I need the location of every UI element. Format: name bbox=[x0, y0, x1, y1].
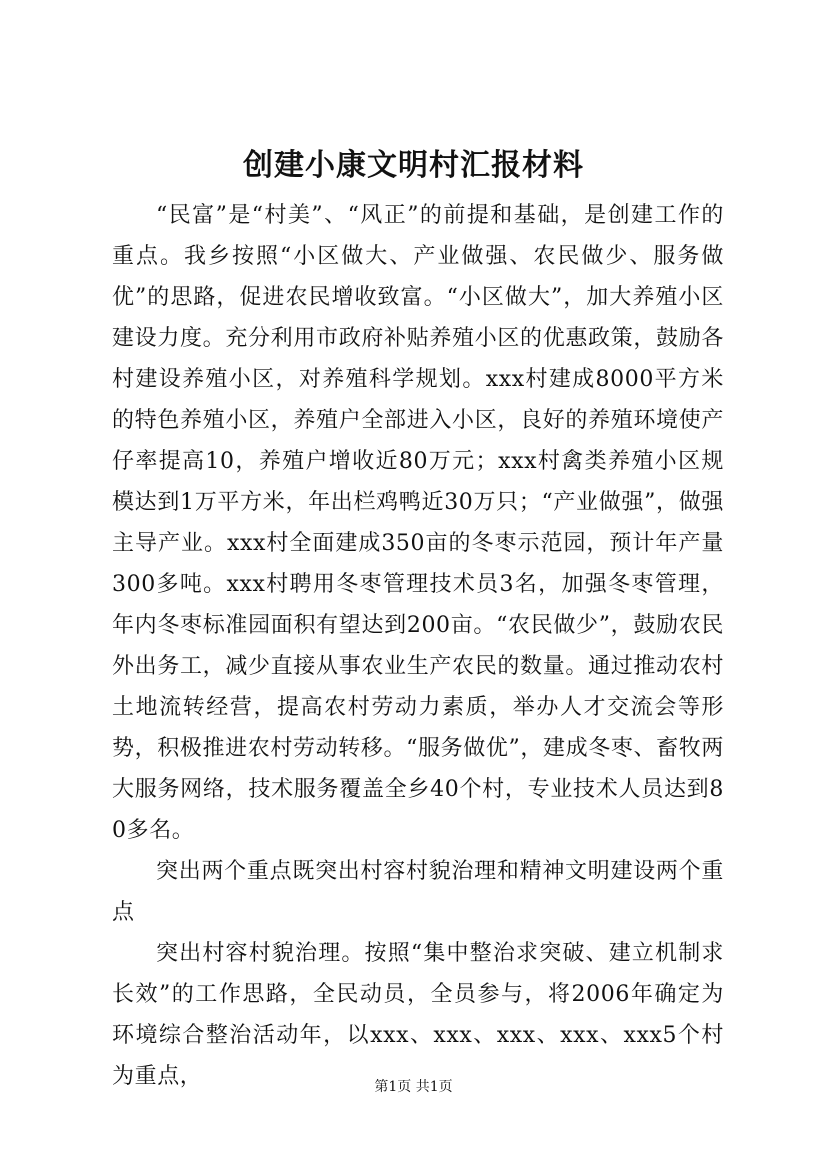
document-title: 创建小康文明村汇报材料 bbox=[243, 148, 584, 183]
document-body bbox=[112, 195, 724, 1097]
page-footer: 第1页 共1页 bbox=[374, 1079, 453, 1095]
paragraph-3: 突出村容村貌治理。按照“集中整治求突破、建立机制求长效”的工作思路，全民动员，全员参与，将2006年确定为环境综合整治活动年，以xxx、xxx、xxx、xxx、xxx5个村为重点， bbox=[112, 941, 724, 1089]
paragraph-1: “民富”是“村美”、“风正”的前提和基础，是创建工作的重点。我乡按照“小区做大、产业做强、农民做少、服务做优”的思路，促进农民增收致富。“小区做大”，加大养殖小区建设力度。充分利用市政府补贴养殖小区的优惠政策，鼓励各村建设养殖小区，对养殖科学规划。xxx村建成8000平方米的特色养殖小区，养殖户全部进入小区，良好的养殖环境使产仔率提高10，养殖户增收近80万元；xxx村禽类养殖小区规模达到1万平方米，年出栏鸡鸭近30万只；“产业做强”，做强主导产业。xxx村全面建成350亩的冬枣示范园，预计年产量300多吨。xxx村聘用冬枣管理技术员3名，加强冬枣管理，年内冬枣标准园面积有望达到200亩。“农民做少”，鼓励农民外出务工，减少直接从事农业生产农民的数量。通过推动农村土地流转经营，提高农村劳动力素质，举办人才交流会等形势，积极推进农村劳动转移。“服务做优”，建成冬枣、畜牧两大服务网络，技术服务覆盖全乡40个村，专业技术人员达到80多名。 bbox=[112, 203, 724, 843]
paragraph-2: 突出两个重点既突出村容村貌治理和精神文明建设两个重点 bbox=[112, 859, 724, 925]
